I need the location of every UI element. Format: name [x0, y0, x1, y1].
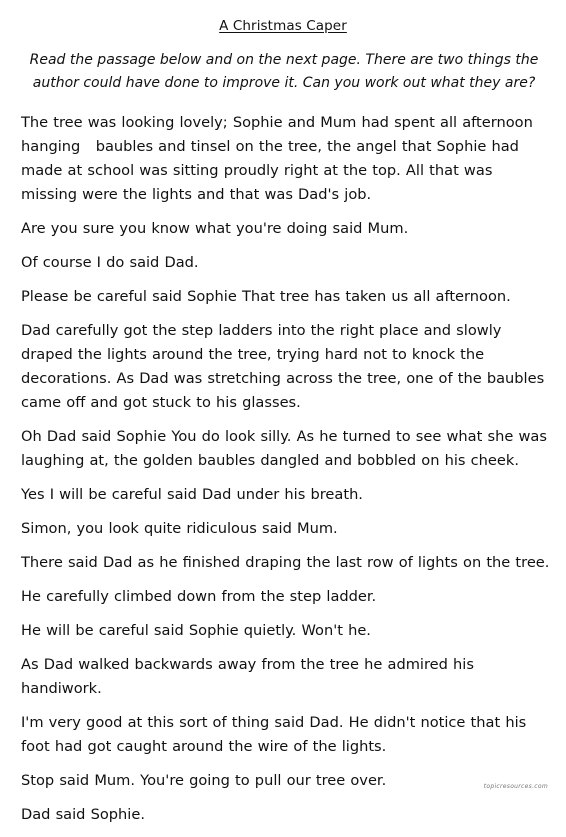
paragraph: Yes I will be careful said Dad under his breath. — [21, 486, 363, 503]
paragraph: Of course I do said Dad. — [21, 254, 199, 271]
paragraph: Dad said Sophie. — [21, 806, 145, 823]
paragraph: Stop said Mum. You're going to pull our tree over. — [21, 772, 387, 789]
paragraph: Simon, you look quite ridiculous said Mum. — [21, 520, 338, 537]
story-passage — [21, 111, 551, 837]
paragraph: There said Dad as he finished draping the last row of lights on the tree. — [21, 554, 550, 571]
paragraph: He carefully climbed down from the step ladder. — [21, 588, 377, 605]
instructions — [22, 49, 546, 95]
paragraph: He will be careful said Sophie quietly. Won't he. — [21, 622, 371, 639]
paragraph: The tree was looking lovely; Sophie and Mum had spent all afternoon hanging baubles and tinsel on the tree, the angel that Sophie had made at school was sitting proudly right at the top. All that was missing were the lights and that was Dad's job. — [21, 114, 538, 203]
paragraph: I'm very good at this sort of thing said Dad. He didn't notice that his foot had got caught around the wire of the lights. — [21, 714, 532, 755]
page-title: A Christmas Caper — [219, 18, 347, 34]
instructions-line-1: Read the passage below and on the next page. There are two things the — [29, 52, 539, 68]
paragraph: As Dad walked backwards away from the tree he admired his handiwork. — [21, 656, 480, 697]
instructions-line-2: author could have done to improve it. Can you work out what they are? — [32, 75, 536, 91]
paragraph: Are you sure you know what you're doing said Mum. — [21, 220, 409, 237]
paragraph: Please be careful said Sophie That tree has taken us all afternoon. — [21, 288, 511, 305]
paragraph: Oh Dad said Sophie You do look silly. As he turned to see what she was laughing at, the golden baubles dangled and bobbled on his cheek. — [21, 428, 553, 469]
footer-credit: topicresources.com — [483, 783, 548, 790]
paragraph: Dad carefully got the step ladders into the right place and slowly draped the lights around the tree, trying hard not to knock the decorations. As Dad was stretching across the tree, one of the baubles came off and got stuck to his glasses. — [21, 322, 550, 411]
